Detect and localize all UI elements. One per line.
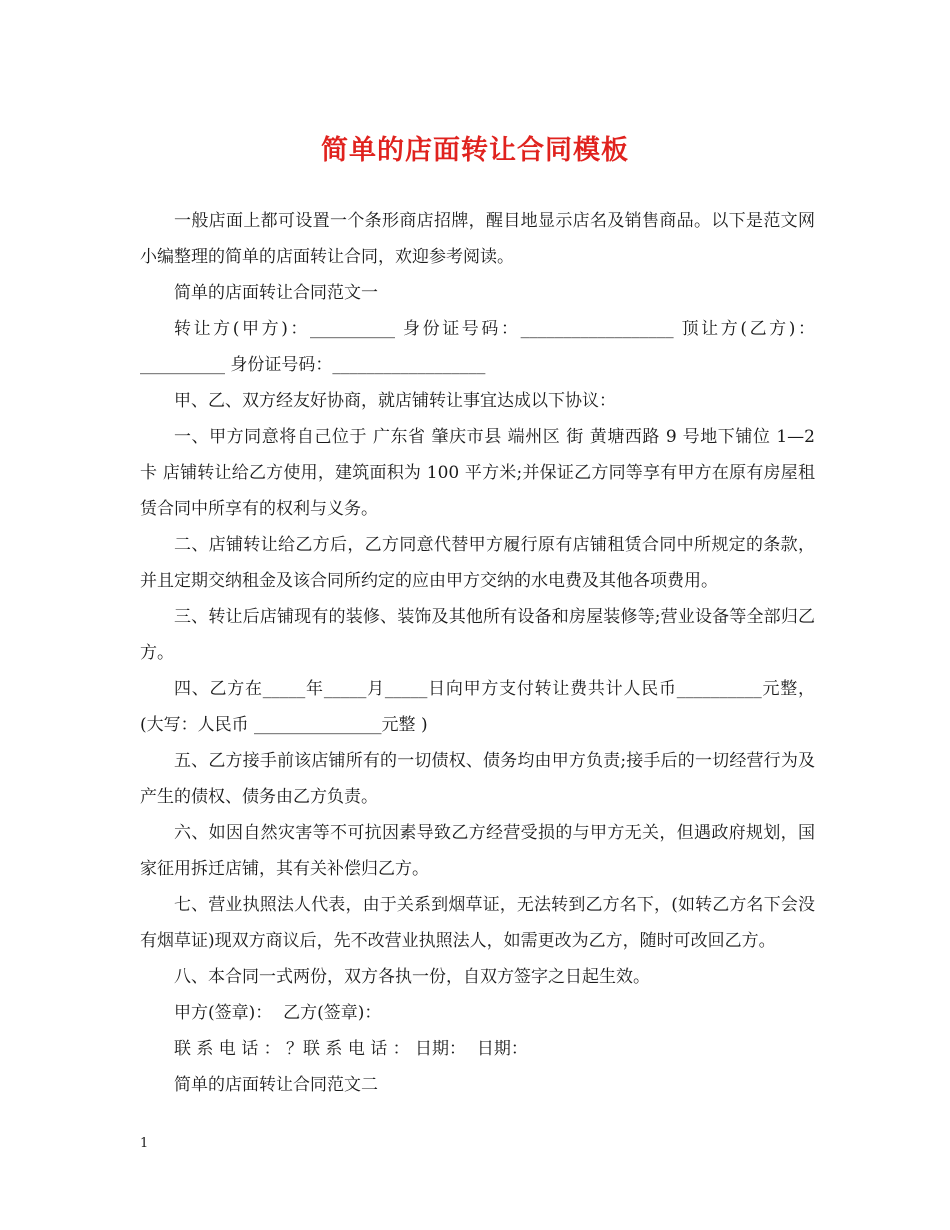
clause-8: 八、本合同一式两份，双方各执一份，自双方签字之日起生效。	[174, 967, 650, 987]
signature-line: 甲方(签章)： 乙方(签章)：	[174, 1003, 382, 1023]
clause-2: 二、店铺转让给乙方后，乙方同意代替甲方履行原有店铺租赁合同中所规定的条款，并且定期交纳租金及该合同所约定的应由甲方交纳的水电费及其他各项费用。	[140, 535, 815, 591]
clause-7: 七、营业执照法人代表，由于关系到烟草证，无法转到乙方名下，(如转乙方名下会没有烟草证)现双方商议后，先不改营业执照法人，如需更改为乙方，随时可改回乙方。	[140, 895, 815, 951]
section-heading-sample-one: 简单的店面转让合同范文一	[174, 283, 378, 303]
clause-3: 三、转让后店铺现有的装修、装饰及其他所有设备和房屋装修等;营业设备等全部归乙方。	[140, 607, 815, 663]
clause-4: 四、乙方在_____年_____月_____日向甲方支付转让费共计人民币__________元整，(大写：人民币 _______________元整 )	[140, 679, 815, 735]
parties-identity-line: 转让方(甲方)：__________ 身份证号码：__________________ 顶让方(乙方)：__________ 身份证号码：__________________	[140, 319, 815, 375]
document-title: 简单的店面转让合同模板	[321, 135, 629, 166]
page-number: 1	[140, 1136, 149, 1151]
intro-paragraph: 一般店面上都可设置一个条形商店招牌，醒目地显示店名及销售商品。以下是范文网小编整理的简单的店面转让合同，欢迎参考阅读。	[140, 211, 815, 267]
clause-5: 五、乙方接手前该店铺所有的一切债权、债务均由甲方负责;接手后的一切经营行为及产生的债权、债务由乙方负责。	[140, 751, 815, 807]
clause-6: 六、如因自然灾害等不可抗因素导致乙方经营受损的与甲方无关，但遇政府规划，国家征用拆迁店铺，其有关补偿归乙方。	[140, 823, 815, 879]
agreement-preamble: 甲、乙、双方经友好协商，就店铺转让事宜达成以下协议：	[174, 391, 616, 411]
section-heading-sample-two: 简单的店面转让合同范文二	[174, 1075, 378, 1095]
clause-1: 一、甲方同意将自己位于 广东省 肇庆市县 端州区 街 黄塘西路 9 号地下铺位 1—2 卡 店铺转让给乙方使用，建筑面积为 100 平方米;并保证乙方同等享有甲方在原有房屋租赁合同中所享有的权利与义务。	[140, 427, 821, 519]
document-body	[140, 203, 821, 1103]
contact-date-line: 联 系 电 话 ： ？联 系 电 话 ： 日期： 日期：	[174, 1039, 528, 1059]
